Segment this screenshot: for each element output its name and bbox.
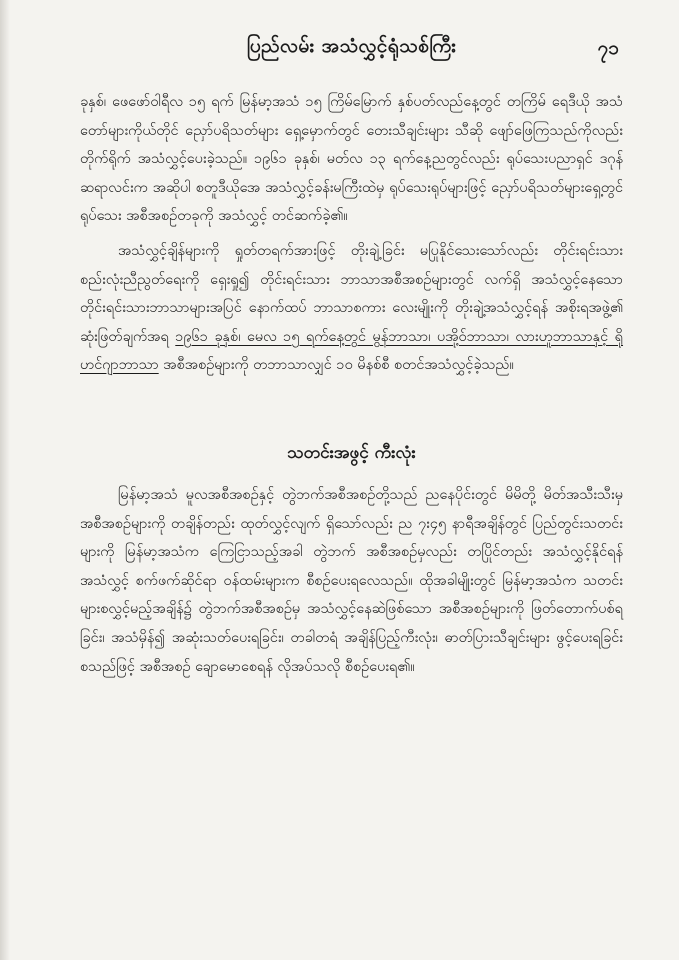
- page-header: [80, 34, 623, 70]
- running-title: ပြည်လမ်း အသံလွှင့်ရုံသစ်ကြီး: [246, 35, 457, 57]
- paragraph-text: အသံလွှင့်ချိန်များကို ရှုတ်တရက်အားဖြင့် တိုးချဲ့ခြင်း မပြုနိုင်သေးသော်လည်း တိုင်းရင်းသား စည်းလုံးညီညွတ်ရေးကို ရှေးရှု၍ တိုင်းရင်းသား ဘာသာအစီအစဉ်များတွင် လက်ရှိ အသံလွှင့်နေသော တိုင်းရင်းသားဘာသာများအပြင် နောက်ထပ် ဘာသာစကား လေးမျိုးကို တိုးချဲ့အသံလွှင့်ရန် အစိုးရအဖွဲ့၏ ဆုံးဖြတ်ချက်အရ: [80, 242, 623, 345]
- paragraph-news-key: မြန်မာ့အသံ မူလအစီအစဉ်နှင့် တွဲဘက်အစီအစဉ်တို့သည် ညနေပိုင်းတွင် မိမိတို့ မိတ်အသီးသီးမှ အစီအစဉ်များကို တချိန်တည်း ထုတ်လွှင့်လျက် ရှိသော်လည်း ည ၇း၄၅ နာရီအချိန်တွင် ပြည်တွင်းသတင်းများကို မြန်မာ့အသံက ကြေငြာသည့်အခါ တွဲဘက် အစီအစဉ်မှလည်း တပြိုင်တည်း အသံလွှင့်နိုင်ရန် အသံလွှင့် စက်ဖက်ဆိုင်ရာ ဝန်ထမ်းများက စီစဉ်ပေးရလေသည်။ ထိုအခါမျိုးတွင် မြန်မာ့အသံက သတင်းများစလွှင့်မည့်အချိန်၌ တွဲဘက်အစီအစဉ်မှ အသံလွှင့်နေဆဲဖြစ်သော အစီအစဉ်များကို ဖြတ်တောက်ပစ်ရခြင်း၊ အသံမှိန်၍ အဆုံးသတ်ပေးရခြင်း၊ တခါတရံ အချိန်ပြည့်ကီးလုံး၊ ဓာတ်ပြားသီချင်းများ ဖွင့်ပေးရခြင်း စသည်ဖြင့် အစီအစဉ် ချောမောစေရန် လိုအပ်သလို စီစဉ်ပေးရ၏။: [80, 486, 623, 675]
- section-heading: သတင်းအဖွင့် ကီးလုံး: [287, 442, 416, 463]
- paragraph-text: အစီအစဉ်များကို တဘာသာလျှင် ၁၀ မိနစ်စီ စတင်အသံလွှင့်ခဲ့သည်။: [158, 357, 514, 374]
- paragraph-ethnic-languages: [80, 237, 623, 380]
- paragraph-continuation: ခုနှစ်၊ ဖေဖော်ဝါရီလ ၁၅ ရက် မြန်မာ့အသံ ၁၅ ကြိမ်မြောက် နှစ်ပတ်လည်နေ့တွင် တကြိမ် ရေဒီယို အသံတော်များကိုယ်တိုင် ညှော်ပရိသတ်များ ရှေ့မှောက်တွင် တေးသီချင်းများ သီဆို ဖျော်ဖြေကြသည်ကိုလည်း တိုက်ရိုက် အသံလွှင့်ပေးခဲ့သည်။ ၁၉၆၁ ခုနှစ်၊ မတ်လ ၁၃ ရက်နေ့ညတွင်လည်း ရုပ်သေးပညာရှင် ဒဂုန်ဆရာလင်းက အဆိုပါ စတူဒီယိုအေ အသံလွှင့်ခန်းမကြီးထဲမှ ရုပ်သေးရုပ်များဖြင့် ညှော်ပရိသတ်များရှေ့တွင် ရုပ်သေး အစီအစဉ်တခုကို အသံလွှင့် တင်ဆက်ခဲ့၏။: [80, 94, 623, 225]
- page-gutter-shadow: [0, 0, 10, 960]
- page-number: ၇၁: [597, 37, 619, 59]
- underlined-text: ၁၉၆၁ ခုနှစ်၊ မေလ ၁၅ ရက်နေ့တွင် မွန်ဘာသာ၊ ပအို့ဝ်ဘာသာ၊ လားဟူဘာသာနှင့် ရိုဟင်ဂျာဘာသာ: [80, 328, 624, 374]
